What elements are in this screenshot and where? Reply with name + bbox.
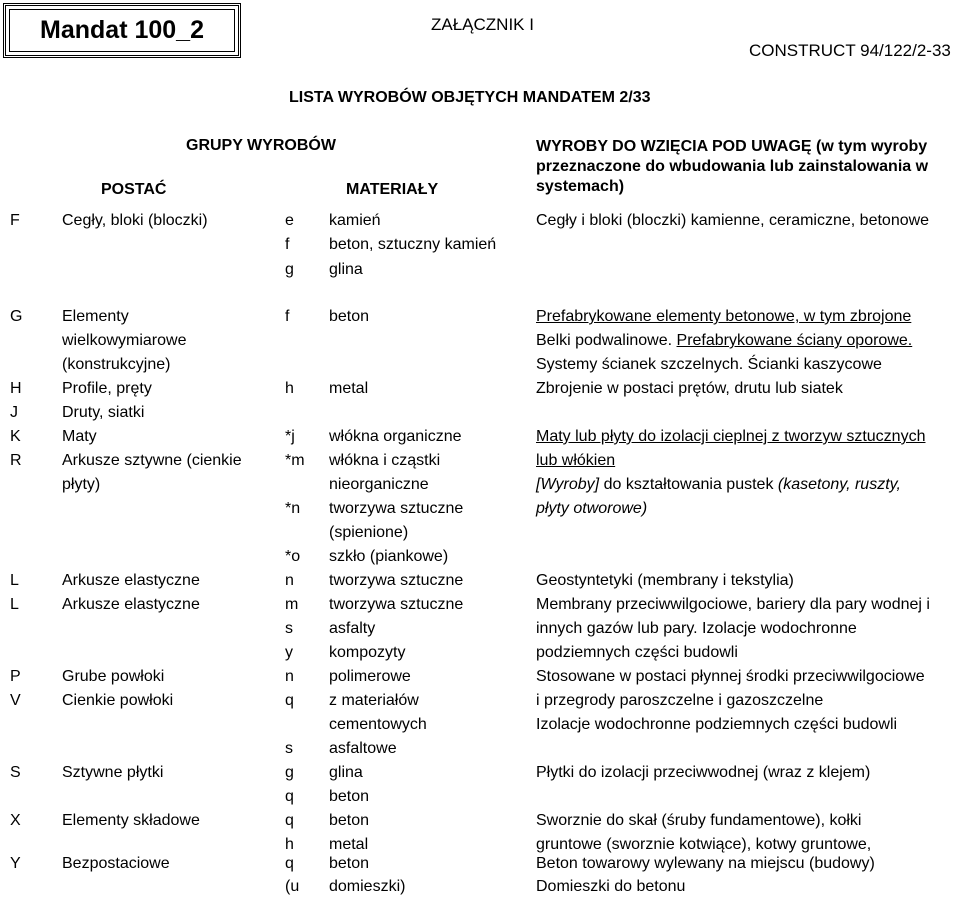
product-text: Maty lub płyty do izolacji cieplnej z tworzyw sztucznych — [536, 428, 926, 445]
material-name: domieszki) — [329, 878, 406, 895]
material-code: e — [285, 212, 294, 229]
material-name: asfaltowe — [329, 740, 397, 757]
material-name: beton — [329, 812, 370, 829]
row-code: X — [10, 812, 21, 829]
row-form: Cienkie powłoki — [62, 692, 174, 709]
material-name: szkło (piankowe) — [329, 548, 449, 565]
material-code: f — [285, 236, 290, 253]
product-text-italic: [Wyroby] — [536, 476, 600, 493]
material-name: metal — [329, 380, 369, 397]
material-code: g — [285, 261, 294, 278]
material-name: glina — [329, 261, 363, 278]
product-text: Cegły i bloki (bloczki) kamienne, ceramiczne, betonowe — [536, 212, 930, 229]
material-code: s — [285, 740, 293, 757]
product-text-part: do kształtowania pustek — [599, 476, 778, 493]
product-text: Prefabrykowane elementy betonowe, w tym zbrojone — [536, 308, 912, 325]
row-form: Elementy — [62, 308, 129, 325]
material-code: *m — [285, 452, 305, 469]
groups-header: GRUPY WYROBÓW — [186, 137, 336, 154]
material-name: (spienione) — [329, 524, 409, 541]
row-code: F — [10, 212, 20, 229]
row-form: Maty — [62, 428, 97, 445]
products-header: WYROBY DO WZIĘCIA POD UWAGĘ (w tym wyroby przeznaczone do wbudowania lub zainstalowania w systemach) — [536, 138, 929, 195]
product-text: płyty otworowe) — [536, 500, 648, 517]
material-name: kompozyty — [329, 644, 406, 661]
material-code: q — [285, 692, 294, 709]
product-text: Sworznie do skał (śruby fundamentowe), kołki — [536, 812, 862, 829]
row-code: L — [10, 596, 19, 613]
row-code: L — [10, 572, 19, 589]
row-form: Cegły, bloki (bloczki) — [62, 212, 208, 229]
row-form: Elementy składowe — [62, 812, 200, 829]
product-text — [536, 473, 901, 497]
material-code: n — [285, 572, 294, 589]
material-code: h — [285, 380, 294, 397]
row-form: (konstrukcyjne) — [62, 356, 171, 373]
row-form: płyty) — [62, 476, 101, 493]
product-text: Zbrojenie w postaci prętów, drutu lub siatek — [536, 380, 843, 397]
row-code: G — [10, 308, 23, 325]
product-text: Membrany przeciwwilgociowe, bariery dla pary wodnej i — [536, 596, 930, 613]
material-name: metal — [329, 836, 369, 853]
row-code: J — [10, 404, 18, 421]
product-text: gruntowe (sworznie kotwiące), kotwy gruntowe, — [536, 836, 872, 853]
material-code: *o — [285, 548, 301, 565]
row-code: R — [10, 452, 22, 469]
row-code: P — [10, 668, 21, 685]
annex-label: ZAŁĄCZNIK I — [431, 15, 534, 34]
product-text: Izolacje wodochronne podziemnych części budowli — [536, 716, 898, 733]
material-name: glina — [329, 764, 363, 781]
material-code: *n — [285, 500, 301, 517]
material-name: cementowych — [329, 716, 427, 733]
material-name: tworzywa sztuczne — [329, 500, 464, 517]
product-text-underlined: Prefabrykowane ściany oporowe. — [676, 332, 913, 349]
material-code: *j — [285, 428, 295, 445]
product-text: lub włókien — [536, 452, 616, 469]
row-form: Druty, siatki — [62, 404, 145, 421]
product-text: podziemnych części budowli — [536, 644, 738, 661]
material-code: y — [285, 644, 293, 661]
product-text: Domieszki do betonu — [536, 878, 686, 895]
form-header: POSTAĆ — [101, 181, 167, 198]
material-code: q — [285, 788, 294, 805]
row-code: H — [10, 380, 22, 397]
product-text: i przegrody paroszczelne i gazoszczelne — [536, 692, 824, 709]
material-code: q — [285, 812, 294, 829]
product-text: innych gazów lub pary. Izolacje wodochronne — [536, 620, 857, 637]
material-name: tworzywa sztuczne — [329, 596, 464, 613]
material-name: asfalty — [329, 620, 376, 637]
row-form: Bezpostaciowe — [62, 855, 170, 872]
product-text: Geostyntetyki (membrany i tekstylia) — [536, 572, 794, 589]
row-code: Y — [10, 855, 21, 872]
material-name: z materiałów — [329, 692, 419, 709]
row-form: Sztywne płytki — [62, 764, 164, 781]
material-code: (u — [285, 878, 300, 895]
product-text — [536, 329, 912, 353]
materials-header: MATERIAŁY — [346, 181, 439, 198]
material-name: włókna i cząstki — [329, 452, 441, 469]
row-form: Profile, pręty — [62, 380, 152, 397]
material-name: beton — [329, 855, 370, 872]
material-code: q — [285, 855, 294, 872]
row-code: S — [10, 764, 21, 781]
product-text: Systemy ścianek szczelnych. Ścianki kaszycowe — [536, 356, 882, 373]
title-box — [3, 3, 241, 58]
material-code: s — [285, 620, 293, 637]
material-code: h — [285, 836, 294, 853]
material-code: n — [285, 668, 294, 685]
material-name: beton — [329, 788, 370, 805]
product-text: Płytki do izolacji przeciwwodnej (wraz z klejem) — [536, 764, 871, 781]
material-name: włókna organiczne — [329, 428, 462, 445]
material-name: polimerowe — [329, 668, 411, 685]
row-form: Grube powłoki — [62, 668, 165, 685]
list-title: LISTA WYROBÓW OBJĘTYCH MANDATEM 2/33 — [289, 89, 651, 106]
row-form: wielkowymiarowe — [62, 332, 187, 349]
material-name: kamień — [329, 212, 381, 229]
construct-reference: CONSTRUCT 94/122/2-33 — [749, 41, 951, 60]
product-text: Stosowane w postaci płynnej środki przeciwwilgociowe — [536, 668, 925, 685]
row-code: K — [10, 428, 21, 445]
material-name: nieorganiczne — [329, 476, 429, 493]
material-code: g — [285, 764, 294, 781]
product-text-part: Belki podwalinowe. — [536, 332, 677, 349]
material-name: tworzywa sztuczne — [329, 572, 464, 589]
material-name: beton, sztuczny kamień — [329, 236, 497, 253]
row-code: V — [10, 692, 21, 709]
row-form: Arkusze elastyczne — [62, 596, 200, 613]
material-name: beton — [329, 308, 370, 325]
row-form: Arkusze sztywne (cienkie — [62, 452, 242, 469]
product-text: Beton towarowy wylewany na miejscu (budowy) — [536, 855, 875, 872]
product-text-italic: (kasetony, ruszty, — [777, 476, 901, 493]
material-code: m — [285, 596, 299, 613]
material-code: f — [285, 308, 290, 325]
document-title: Mandat 100_2 — [40, 16, 204, 44]
row-form: Arkusze elastyczne — [62, 572, 200, 589]
